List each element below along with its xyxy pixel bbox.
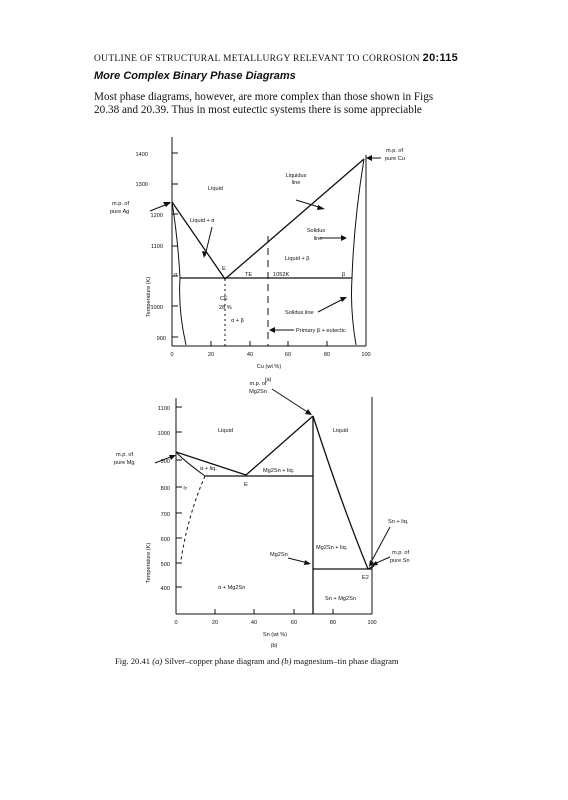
caption-b: (b) — [281, 656, 292, 666]
fig-a-label-1052: 1052K — [273, 272, 290, 278]
fig-a-xtick-60: 60 — [284, 352, 292, 358]
fig-a-ytick-1100: 1100 — [150, 244, 163, 250]
fig-a-label-solidus-1: Solidus — [306, 228, 326, 234]
fig-a-label-mp-cu-2: pure Cu — [385, 156, 405, 162]
fig-b-ytick-900: 900 — [160, 459, 170, 465]
caption-a: (a) — [152, 656, 163, 666]
fig-a-label-liquid-beta: Liquid + β — [285, 256, 310, 262]
fig-a-ytick-900: 900 — [156, 336, 166, 342]
fig-b-label-mp-sn-1: m.p. of — [392, 550, 410, 556]
fig-b-label-alpha-mg2sn: α + Mg2Sn — [218, 585, 246, 591]
fig-b-label-liquid-left: Liquid — [218, 428, 233, 434]
fig-a-xtick-40: 40 — [246, 352, 254, 358]
fig-b-label-alpha: α — [182, 485, 189, 491]
caption-mid: Silver–copper phase diagram and — [164, 656, 280, 666]
fig-a-beta-solidus — [352, 159, 365, 345]
fig-b-panel-label: (b) — [270, 643, 278, 649]
fig-b-ytick-700: 700 — [160, 512, 170, 518]
fig-a-label-te: TE — [245, 272, 253, 278]
fig-b-label-sn-liq: Sn + liq. — [388, 519, 409, 525]
fig-b-xtick-60: 60 — [290, 620, 298, 626]
caption-fig-no: Fig. 20.41 — [115, 656, 151, 666]
fig-a-label-liquidus-1: Liquidus — [285, 173, 307, 179]
figure-a — [150, 137, 381, 346]
fig-b-liquidus-left — [176, 416, 313, 475]
fig-a-label-alpha-beta: α + β — [231, 318, 244, 324]
fig-b-label-e2: E2 — [362, 575, 369, 581]
fig-b-alpha-liq-lower — [176, 452, 205, 476]
fig-b-xtick-80: 80 — [329, 620, 337, 626]
fig-b-ytick-500: 500 — [160, 562, 170, 568]
fig-a-label-e: E — [222, 266, 226, 272]
figure-caption — [115, 656, 399, 666]
fig-a-xlabel: Cu (wt %) — [256, 364, 282, 370]
fig-b-ytick-1100: 1100 — [157, 406, 170, 412]
fig-b-label-mg2sn-liq-right: Mg2Sn + liq. — [316, 545, 348, 551]
fig-a-label-mp-ag-1: m.p. of — [112, 201, 130, 207]
fig-a-ylabel: Temperature (K) — [146, 276, 152, 318]
fig-a-ytick-1200: 1200 — [150, 213, 163, 219]
fig-a-xtick-0: 0 — [170, 352, 174, 358]
fig-b-label-alpha-liq: α + liq. — [200, 466, 217, 472]
fig-b-xtick-40: 40 — [250, 620, 258, 626]
fig-a-label-liquid-alpha: Liquid + α — [190, 218, 215, 224]
fig-a-ytick-1300: 1300 — [135, 182, 148, 188]
fig-a-label-mp-ag-2: pure Ag — [110, 209, 130, 215]
fig-a-xtick-20: 20 — [207, 352, 215, 358]
fig-b-ytick-800: 800 — [160, 486, 170, 492]
page-number: 20:115 — [422, 52, 459, 64]
fig-a-label-liquid: Liquid — [208, 186, 223, 192]
fig-a-ytick-1400: 1400 — [135, 152, 148, 158]
fig-b-ytick-1000: 1000 — [157, 431, 170, 437]
fig-b-ylabel: Temperature (K) — [146, 542, 152, 584]
fig-a-label-liquidus-2: line — [291, 180, 301, 186]
fig-a-label-beta: β — [342, 272, 346, 278]
fig-a-label-solidus-lower: Solidus line — [285, 310, 314, 316]
fig-a-panel-label: (a) — [264, 377, 272, 383]
fig-a-xtick-80: 80 — [323, 352, 331, 358]
fig-a-label-mp-cu-1: m.p. of — [386, 148, 404, 154]
fig-b-xtick-100: 100 — [367, 620, 377, 626]
fig-b-ytick-600: 600 — [160, 537, 170, 543]
figure-b — [155, 389, 390, 614]
caption-end: magnesium–tin phase diagram — [293, 656, 399, 666]
body-line-1: Most phase diagrams, however, are more complex than those shown in Figs — [94, 91, 434, 103]
fig-b-label-mg2sn-liq-left: Mg2Sn + liq. — [263, 468, 295, 474]
fig-b-label-sn-mg2sn: Sn + Mg2Sn — [325, 596, 356, 602]
fig-a-label-alpha: α — [174, 272, 178, 278]
fig-b-label-e: E — [244, 482, 248, 488]
running-head-text: OUTLINE OF STRUCTURAL METALLURGY RELEVANT TO CORROSION — [94, 54, 420, 64]
fig-b-ytick-400: 400 — [160, 586, 170, 592]
figure-b-text — [114, 381, 410, 649]
fig-b-label-mg2sn: Mg2Sn — [270, 552, 288, 558]
fig-b-label-mp-sn-2: pure Sn — [390, 558, 410, 564]
fig-b-label-mp-mg-1: m.p. of — [116, 452, 134, 458]
section-title: More Complex Binary Phase Diagrams — [94, 70, 296, 82]
fig-b-label-mp-mg-2: pure Mg — [114, 460, 135, 466]
fig-a-ytick-1000: 1000 — [150, 305, 163, 311]
fig-b-label-liquid-right: Liquid — [333, 428, 348, 434]
fig-a-label-ce: CE — [220, 296, 228, 302]
fig-b-label-mp-mg2sn-2: Mg2Sn — [249, 389, 267, 395]
fig-a-xtick-100: 100 — [361, 352, 371, 358]
fig-b-xtick-20: 20 — [211, 620, 219, 626]
fig-a-label-ce-pct: 28 % — [219, 305, 232, 311]
fig-b-xlabel: Sn (wt %) — [262, 632, 288, 638]
fig-b-label-mp-mg2sn-1: m.p. of — [249, 381, 267, 387]
fig-b-xtick-0: 0 — [174, 620, 178, 626]
body-line-2: 20.38 and 20.39. Thus in most eutectic systems there is some appreciable — [94, 104, 422, 116]
fig-a-label-solidus-2: line — [313, 236, 323, 242]
fig-a-label-primary-eutectic: Primary β + eutectic — [296, 328, 346, 334]
